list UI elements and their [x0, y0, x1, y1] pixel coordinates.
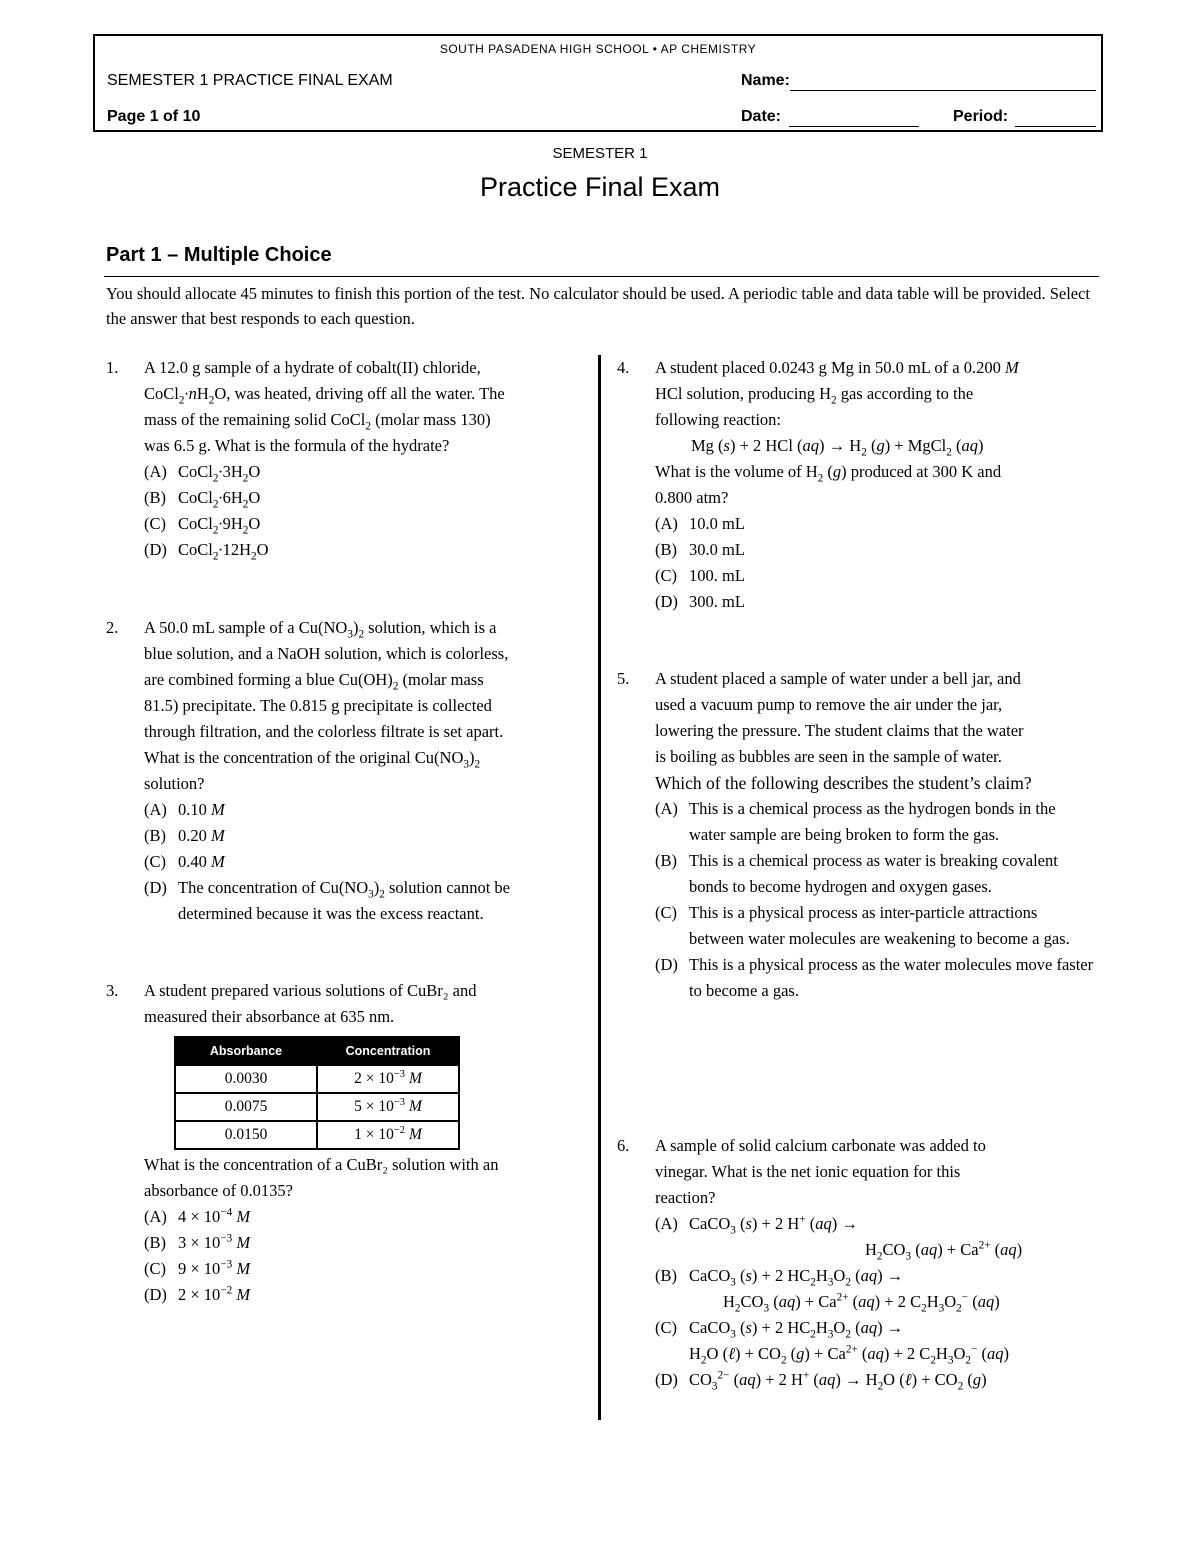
choice-b[interactable]: (B) 30.0 mL [655, 540, 745, 559]
question-number: 4. [617, 358, 630, 377]
choice-a[interactable]: (A) 10.0 mL [655, 514, 745, 533]
question-stem: A 12.0 g sample of a hydrate of cobalt(II) chloride, [144, 358, 481, 377]
table-row: 0.0075 $5 \times 10^{-3}$ M [175, 1093, 459, 1121]
choice-c[interactable]: (C) 100. mL [655, 566, 745, 585]
exam-header [93, 34, 1103, 132]
school-name: SOUTH PASADENA HIGH SCHOOL • AP CHEMISTRY [439, 42, 757, 56]
page-indicator: Page 1 of 10 [107, 108, 201, 125]
date-label: Date: [741, 108, 782, 125]
table-row: 0.0150 $1 \times 10^{-2}$ M [175, 1121, 459, 1149]
section-heading: Part 1 – Multiple Choice [106, 244, 332, 266]
question-number: 3. [106, 981, 119, 1000]
question-number: 2. [106, 618, 119, 637]
question-stem: A student prepared various solutions of CuBr₂ and [144, 981, 477, 1000]
choice-b[interactable]: (B) This is a chemical process as water is breaking covalent bonds to become hydrogen and oxygen gases. [655, 851, 1058, 896]
exam-name: SEMESTER 1 PRACTICE FINAL EXAM [107, 72, 393, 89]
question-stem: A student placed a sample of water under a bell jar, and [655, 669, 1021, 688]
instructions: You should allocate 45 minutes to finish this portion of the test. No calculator should be used. A periodic table and data table will be provided. Select the answer that best responds to each question. [106, 284, 1091, 328]
choice-b[interactable]: (B) $CoCl_2\cdot 6H_2O$ [144, 488, 261, 511]
choice-d[interactable]: (D) $CO_3^{2-}$ (aq) + 2 H+ $(aq) \to H_2O$ (ℓ) + $CO_2$ (g) [655, 1369, 987, 1393]
question-stem: A student placed 0.0243 g Mg in 50.0 mL of a 0.200 M [655, 358, 1019, 377]
name-field[interactable] [790, 90, 1096, 91]
choice-a[interactable]: (A) 0.10 M [144, 800, 225, 819]
choice-a[interactable]: (A) $4 \times 10^{-4}$ M [144, 1206, 251, 1226]
choice-c[interactable]: (C) $CoCl_2\cdot 9H_2O$ [144, 514, 261, 537]
reaction-equation: Mg (s) + 2 HCl $(aq) \to H_2$ (g) + MgCl$_2$ (aq) [691, 436, 984, 459]
name-label: Name: [741, 72, 790, 89]
period-field[interactable] [1015, 126, 1096, 127]
choice-d[interactable]: (D) The concentration of $Cu(NO_3)_2$ solution cannot be [144, 878, 510, 901]
choice-d[interactable]: (D) 300. mL [655, 592, 745, 611]
choice-d[interactable]: (D) This is a physical process as the water molecules move faster to become a gas. [655, 955, 1094, 1000]
choice-d[interactable]: (D) $2 \times 10^{-2}$ M [144, 1284, 251, 1304]
question-number: 6. [617, 1136, 630, 1155]
column-divider [598, 355, 601, 1420]
choice-c[interactable]: (C) 0.40 M [144, 852, 225, 871]
choice-b[interactable]: (B) 0.20 M [144, 826, 225, 845]
choice-d[interactable]: (D) $CoCl_2\cdot 12H_2O$ [144, 540, 269, 563]
choice-c[interactable]: (C) $9 \times 10^{-3}$ M [144, 1258, 251, 1278]
table-row: 0.0030 $2 \times 10^{-3}$ M [175, 1065, 459, 1093]
question-number: 1. [106, 358, 119, 377]
question-stem: A 50.0 mL sample of a $Cu(NO_3)_2$ solution, which is a [144, 618, 497, 641]
semester-label: SEMESTER 1 [552, 145, 648, 162]
section-rule [104, 276, 1099, 277]
absorbance-table [174, 1036, 460, 1150]
choice-c[interactable]: (C) CaCO$_3$ (s) + 2 $HC_2H_3O_2$ (aq) → [655, 1318, 904, 1341]
page-title: Practice Final Exam [479, 172, 721, 202]
choice-a[interactable]: (A) $CoCl_2\cdot 3H_2O$ [144, 462, 261, 485]
question-number: 5. [617, 669, 630, 688]
choice-b[interactable]: (B) $3 \times 10^{-3}$ M [144, 1232, 251, 1252]
period-label: Period: [953, 108, 1009, 125]
table-header: Absorbance [175, 1037, 317, 1065]
date-field[interactable] [789, 126, 919, 127]
choice-a[interactable]: (A) This is a chemical process as the hydrogen bonds in the water sample are being broken to form the gas. [655, 799, 1056, 844]
question-stem: A sample of solid calcium carbonate was added to [655, 1136, 986, 1155]
choice-b[interactable]: (B) CaCO$_3$ (s) + 2 $HC_2H_3O_2$ (aq) → [655, 1266, 904, 1289]
choice-a[interactable]: (A) CaCO$_3$ (s) + 2 H+ (aq) → [655, 1213, 858, 1237]
table-header: Concentration [317, 1037, 459, 1065]
choice-c[interactable]: (C) This is a physical process as inter-particle attractions between water molecules are weakening to become a gas. [655, 903, 1070, 948]
